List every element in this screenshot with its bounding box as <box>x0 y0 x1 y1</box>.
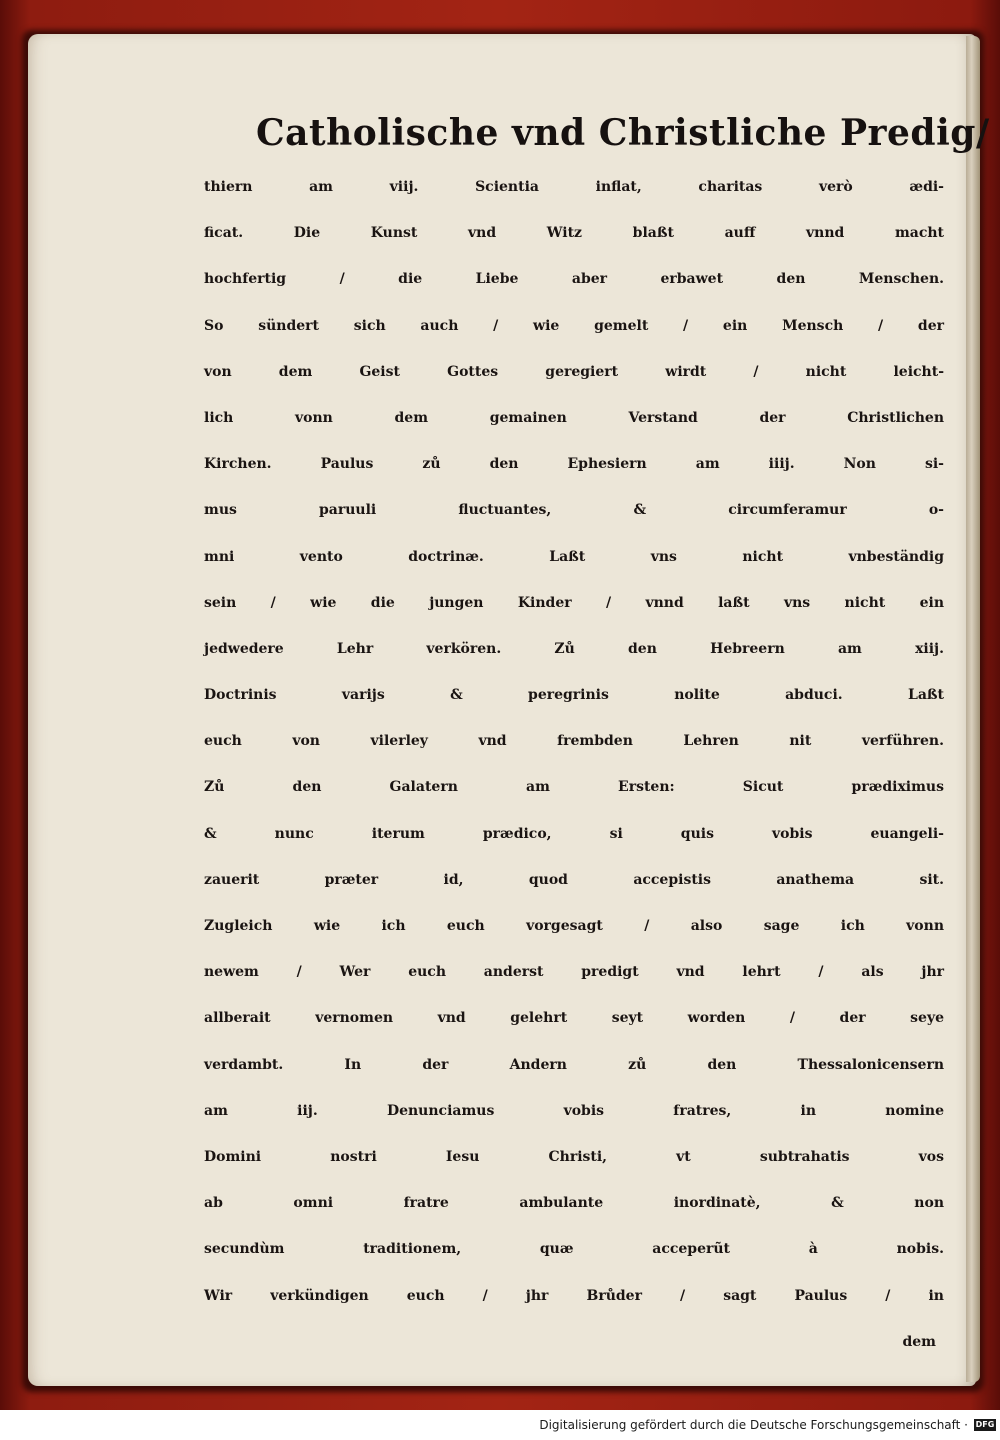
text-line: sein / wie die jungen Kinder / vnnd laßt vns nicht ein <box>204 594 944 611</box>
footer-bar <box>0 1410 1000 1440</box>
text-line: & nunc iterum prædico, si quis vobis euangeli- <box>204 825 944 842</box>
text-line: Doctrinis varijs & peregrinis nolite abduci. Laßt <box>204 687 944 704</box>
running-head: Catholische vnd Christliche Predig/ <box>256 112 990 154</box>
text-line: von dem Geist Gottes geregiert wirdt / nicht leicht- <box>204 363 944 380</box>
text-line: Wir verkündigen euch / jhr Brůder / sagt Paulus / in <box>204 1287 944 1304</box>
text-line: thiern am viij. Scientia inflat, charitas verò ædi- <box>204 179 944 195</box>
page-edge <box>966 36 980 1382</box>
text-line: So sündert sich auch / wie gemelt / ein Mensch / der <box>204 317 944 334</box>
text-line: lich vonn dem gemainen Verstand der Christlichen <box>204 409 944 426</box>
text-line: jedwedere Lehr verkören. Zů den Hebreern am xiij. <box>204 640 944 657</box>
text-line: allberait vernomen vnd gelehrt seyt worden / der seye <box>204 1010 944 1027</box>
text-line: Zů den Galatern am Ersten: Sicut prædiximus <box>204 779 944 796</box>
text-lines <box>204 164 944 1319</box>
text-line: Kirchen. Paulus zů den Ephesiern am iiij. Non si- <box>204 456 944 473</box>
text-line: ficat. Die Kunst vnd Witz blaßt auff vnnd macht <box>204 225 944 242</box>
text-line: ab omni fratre ambulante inordinatè, & non <box>204 1195 944 1212</box>
text-line: secundùm traditionem, quæ acceperũt à nobis. <box>204 1241 944 1258</box>
text-line: Domini nostri Iesu Christi, vt subtrahatis vos <box>204 1148 944 1165</box>
text-line: hochfertig / die Liebe aber erbawet den Menschen. <box>204 271 944 288</box>
page-text-block <box>204 102 990 1365</box>
text-line: am iij. Denunciamus vobis fratres, in nomine <box>204 1102 944 1119</box>
text-line: mus paruuli fluctuantes, & circumferamur o- <box>204 502 944 519</box>
dfg-logo: DFG <box>975 1420 995 1429</box>
text-line: newem / Wer euch anderst predigt vnd lehrt / als jhr <box>204 964 944 981</box>
text-line: verdambt. In der Andern zů den Thessalonicensern <box>204 1056 944 1073</box>
text-line: euch von vilerley vnd frembden Lehren nit verführen. <box>204 733 944 750</box>
text-line: zauerit præter id, quod accepistis anathema sit. <box>204 871 944 888</box>
text-line: mni vento doctrinæ. Laßt vns nicht vnbeständig <box>204 548 944 565</box>
catchword: dem <box>902 1333 936 1350</box>
text-line: Zugleich wie ich euch vorgesagt / also sage ich vonn <box>204 918 944 934</box>
funding-credit: Digitalisierung gefördert durch die Deutsche Forschungsgemeinschaft · <box>539 1418 968 1432</box>
